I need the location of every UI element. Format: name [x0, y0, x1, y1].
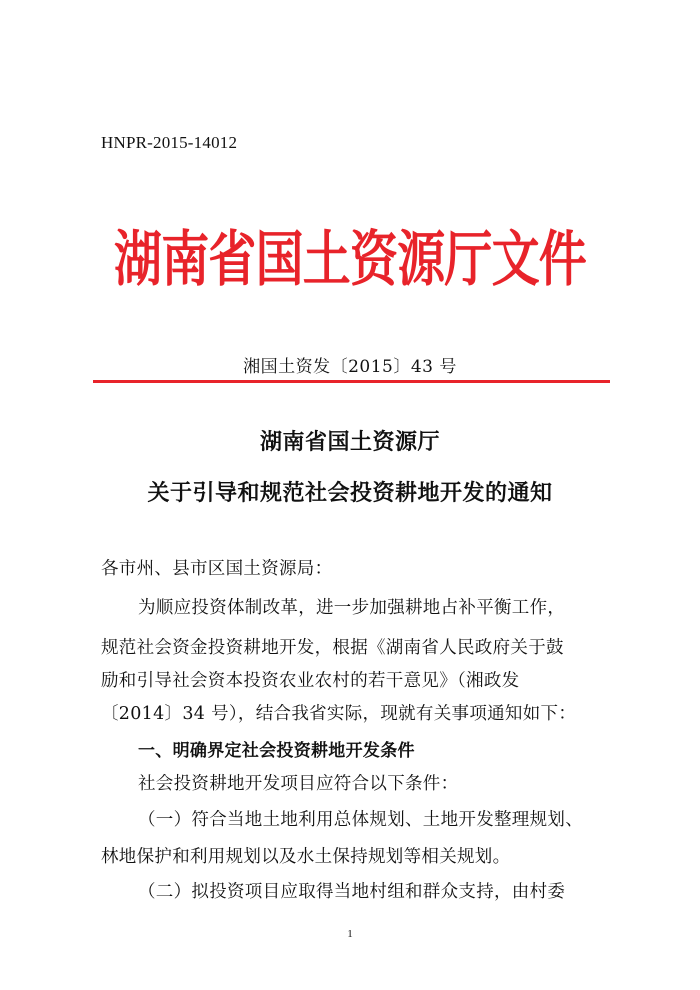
body-line: 规范社会资金投资耕地开发，根据《湖南省人民政府关于鼓 — [101, 638, 564, 658]
body-line: （二）拟投资项目应取得当地村组和群众支持，由村委 — [138, 882, 566, 902]
body-line: 为顺应投资体制改革，进一步加强耕地占补平衡工作， — [138, 598, 566, 618]
document-number: 湘国土资发〔2015〕43 号 — [243, 357, 457, 377]
title-line-2: 关于引导和规范社会投资耕地开发的通知 — [147, 481, 553, 506]
body-line: 社会投资耕地开发项目应符合以下条件： — [138, 774, 459, 794]
page-number: 1 — [347, 928, 353, 940]
body-line: 励和引导社会资本投资农业农村的若干意见》（湘政发 — [101, 671, 520, 691]
section-heading: 一、明确界定社会投资耕地开发条件 — [138, 741, 415, 761]
addressee: 各市州、县市区国土资源局： — [101, 559, 333, 579]
body-line: 〔2014〕34 号），结合我省实际，现就有关事项通知如下： — [101, 704, 577, 724]
document-id: HNPR-2015-14012 — [101, 133, 238, 152]
body-line: （一）符合当地土地利用总体规划、土地开发整理规划、 — [138, 810, 583, 830]
title-line-1: 湖南省国土资源厅 — [259, 430, 440, 455]
red-divider-rule — [93, 380, 610, 383]
masthead-title: 湖南省国土资源厅文件 — [114, 225, 586, 295]
body-line: 林地保护和利用规划以及水土保持规划等相关规划。 — [101, 847, 511, 867]
